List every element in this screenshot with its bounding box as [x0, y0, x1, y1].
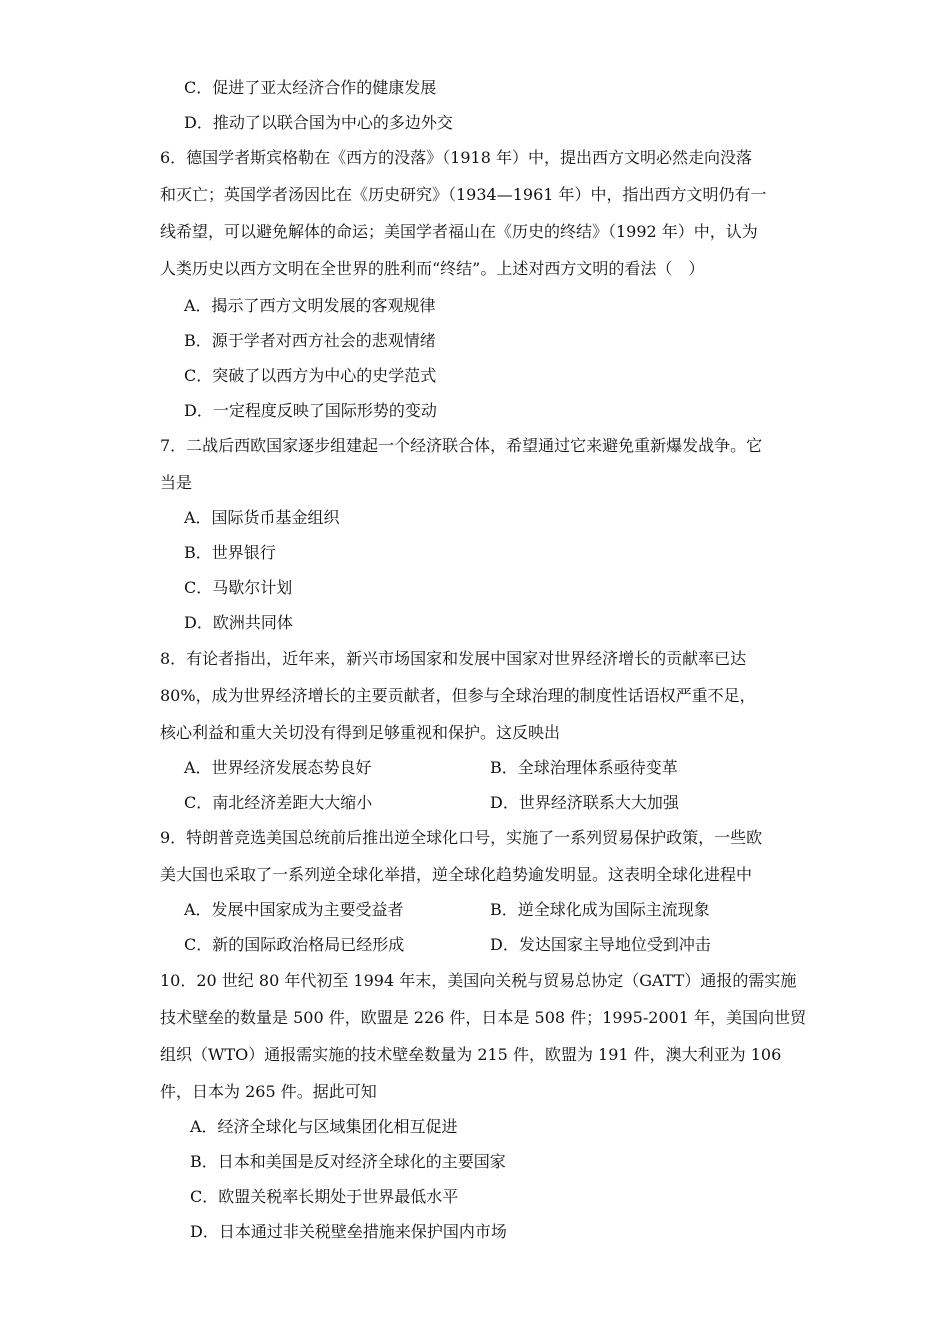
q8-option-b: B．全球治理体系亟待变革: [490, 758, 678, 777]
q7-option-d: D．欧洲共同体: [184, 613, 293, 632]
q10-stem-line-2: 技术壁垒的数量是 500 件，欧盟是 226 件，日本是 508 件；1995-2001 年，美国向世贸: [160, 1008, 807, 1027]
q9-option-d: D．发达国家主导地位受到冲击: [490, 935, 711, 954]
q7-option-a: A．国际货币基金组织: [184, 508, 340, 527]
q8-stem-line-3: 核心利益和重大关切没有得到足够重视和保护。这反映出: [160, 723, 561, 742]
q6-stem-line-4: 人类历史以西方文明在全世界的胜利而“终结”。上述对西方文明的看法（ ）: [160, 259, 705, 278]
q6-option-b: B．源于学者对西方社会的悲观情绪: [184, 331, 436, 350]
q9-stem-line-1: 9．特朗普竞选美国总统前后推出逆全球化口号，实施了一系列贸易保护政策，一些欧: [160, 828, 763, 847]
q8-stem-line-1: 8．有论者指出，近年来，新兴市场国家和发展中国家对世界经济增长的贡献率已达: [160, 649, 747, 668]
q10-stem-line-3: 组织（WTO）通报需实施的技术壁垒数量为 215 件，欧盟为 191 件，澳大利亚为 106: [160, 1045, 782, 1064]
q6-option-c: C．突破了以西方为中心的史学范式: [184, 366, 437, 385]
q8-option-a: A．世界经济发展态势良好: [184, 758, 372, 777]
prev-option-d: D．推动了以联合国为中心的多边外交: [184, 113, 453, 132]
q10-stem-line-1: 10．20 世纪 80 年代初至 1994 年末，美国向关税与贸易总协定（GATT）通报的需实施: [160, 971, 797, 990]
q6-stem-line-1: 6．德国学者斯宾格勒在《西方的没落》（1918 年）中，提出西方文明必然走向没落: [160, 148, 752, 167]
q9-stem-line-2: 美大国也采取了一系列逆全球化举措，逆全球化趋势逾发明显。这表明全球化进程中: [160, 865, 753, 884]
q7-option-b: B．世界银行: [184, 543, 276, 562]
q7-stem-line-1: 7．二战后西欧国家逐步组建起一个经济联合体，希望通过它来避免重新爆发战争。它: [160, 436, 763, 455]
q10-option-b: B．日本和美国是反对经济全球化的主要国家: [190, 1152, 506, 1171]
q6-option-a: A．揭示了西方文明发展的客观规律: [184, 296, 436, 315]
q10-stem-line-4: 件，日本为 265 件。据此可知: [160, 1082, 377, 1101]
q8-stem-line-2: 80%，成为世界经济增长的主要贡献者，但参与全球治理的制度性话语权严重不足，: [160, 686, 756, 705]
prev-option-c: C．促进了亚太经济合作的健康发展: [184, 78, 437, 97]
q6-option-d: D．一定程度反映了国际形势的变动: [184, 401, 437, 420]
q9-option-a: A．发展中国家成为主要受益者: [184, 900, 404, 919]
q7-option-c: C．马歇尔计划: [184, 578, 293, 597]
q8-option-d: D．世界经济联系大大加强: [490, 793, 679, 812]
q10-option-c: C．欧盟关税率长期处于世界最低水平: [190, 1187, 459, 1206]
q10-option-d: D．日本通过非关税壁垒措施来保护国内市场: [190, 1222, 507, 1241]
q6-stem-line-3: 线希望，可以避免解体的命运；美国学者福山在《历史的终结》（1992 年）中，认为: [160, 222, 758, 241]
q7-stem-line-2: 当是: [160, 473, 193, 492]
q9-option-c: C．新的国际政治格局已经形成: [184, 935, 405, 954]
q10-option-a: A．经济全球化与区域集团化相互促进: [190, 1117, 458, 1136]
q9-option-b: B．逆全球化成为国际主流现象: [490, 900, 710, 919]
q6-stem-line-2: 和灭亡；英国学者汤因比在《历史研究》（1934—1961 年）中，指出西方文明仍有一: [160, 185, 767, 204]
q8-option-c: C．南北经济差距大大缩小: [184, 793, 373, 812]
